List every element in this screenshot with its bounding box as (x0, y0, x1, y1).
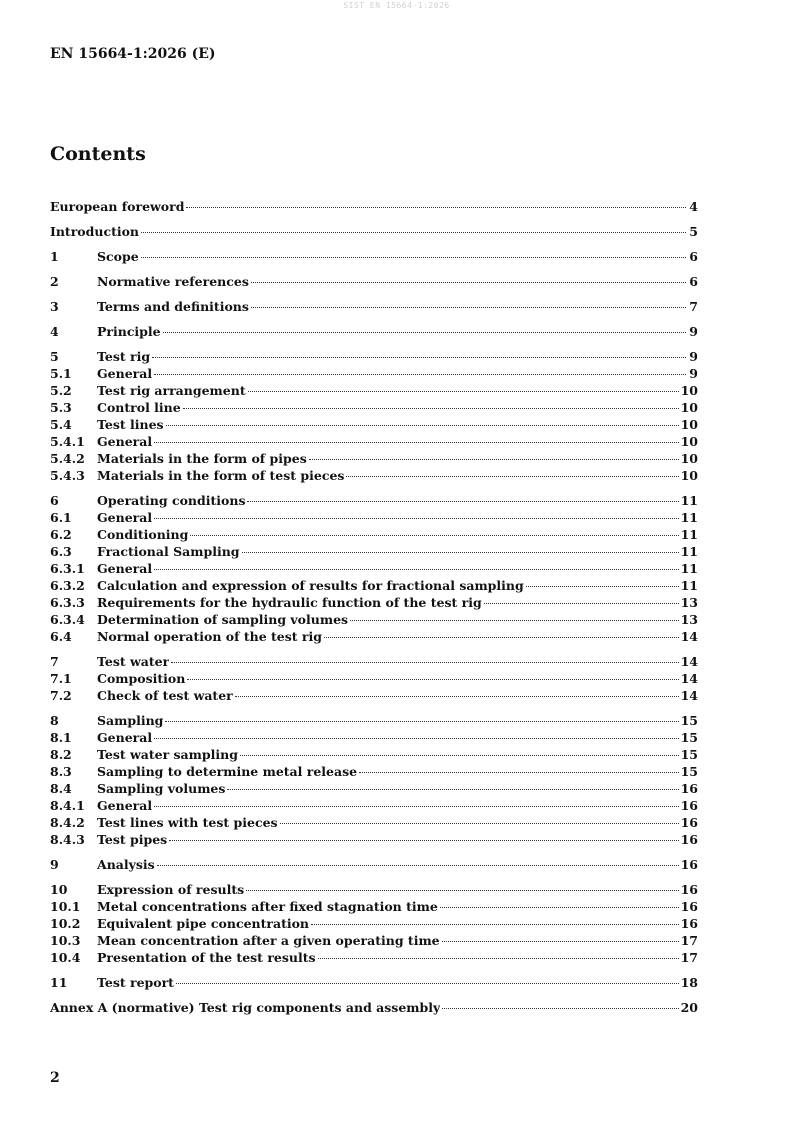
toc-entry-title[interactable]: Normal operation of the test rig (97, 629, 322, 644)
toc-entry-page: 14 (680, 671, 698, 686)
toc-entry-number: 5.4.3 (50, 468, 85, 483)
dot-leader (186, 206, 686, 208)
dot-leader (311, 923, 679, 925)
toc-entry-page: 15 (680, 764, 698, 779)
dot-leader (359, 771, 679, 773)
toc-entry-number: 8.4 (50, 781, 72, 796)
toc-entry-number: 5.1 (50, 366, 72, 381)
toc-entry-title[interactable]: Equivalent pipe concentration (97, 916, 310, 931)
toc-entry-page: 4 (689, 199, 698, 214)
dot-leader (442, 940, 679, 942)
toc-entry[interactable] (50, 509, 698, 526)
toc-entry-title[interactable]: Metal concentrations after fixed stagnation time (97, 899, 438, 914)
dot-leader (350, 619, 679, 621)
page-number: 2 (50, 1070, 60, 1086)
dot-leader (141, 256, 686, 258)
toc-entry[interactable] (50, 797, 698, 814)
toc-entry[interactable] (50, 729, 698, 746)
toc-entry-title[interactable]: General (97, 798, 153, 813)
dot-leader (154, 805, 678, 807)
toc-entry-title[interactable]: Mean concentration after a given operating time (97, 933, 440, 948)
toc-entry[interactable] (50, 915, 698, 932)
toc-entry-page: 9 (689, 349, 698, 364)
toc-entry-number: 6.4 (50, 629, 72, 644)
dot-leader (141, 231, 686, 233)
toc-entry-page: 9 (689, 366, 698, 381)
toc-entry[interactable] (50, 577, 698, 594)
toc-entry-page: 11 (680, 510, 698, 525)
toc-entry-number: 6.3.3 (50, 595, 85, 610)
toc-entry[interactable] (50, 746, 698, 763)
document-id: EN 15664-1:2026 (E) (50, 46, 216, 62)
toc-entry-page: 20 (680, 1000, 698, 1015)
toc-entry-title[interactable]: Test water (97, 654, 170, 669)
toc-entry[interactable] (50, 780, 698, 797)
toc-entry-number: 2 (50, 274, 59, 289)
toc-entry-number: 5 (50, 349, 59, 364)
toc-entry-title[interactable]: Test pipes (97, 832, 168, 847)
toc-entry-page: 16 (680, 916, 698, 931)
toc-entry-number: 6.3.4 (50, 612, 85, 627)
toc-entry-page: 14 (680, 629, 698, 644)
toc-entry[interactable] (50, 814, 698, 831)
toc-entry-number: 8 (50, 713, 59, 728)
toc-entry-number: 1 (50, 249, 59, 264)
dot-leader (190, 534, 678, 536)
toc-entry-number: 11 (50, 975, 68, 990)
dot-leader (346, 475, 678, 477)
toc-entry[interactable] (50, 898, 698, 915)
toc-entry[interactable] (50, 594, 698, 611)
dot-leader (187, 678, 678, 680)
dot-leader (154, 517, 678, 519)
toc-entry-page: 10 (680, 451, 698, 466)
toc-entry-number: 5.3 (50, 400, 72, 415)
toc-entry-title[interactable]: Sampling (97, 713, 164, 728)
toc-entry-title[interactable]: Calculation and expression of results for fractional sampling (97, 578, 524, 593)
toc-entry-title[interactable]: Expression of results (97, 882, 245, 897)
toc-entry[interactable] (50, 198, 698, 215)
toc-entry[interactable] (50, 881, 698, 898)
toc-entry-page: 11 (680, 561, 698, 576)
toc-entry-number: 8.4.1 (50, 798, 85, 813)
dot-leader (165, 720, 678, 722)
toc-entry[interactable] (50, 712, 698, 729)
dot-leader (157, 864, 679, 866)
dot-leader (484, 602, 679, 604)
toc-entry-page: 16 (680, 832, 698, 847)
toc-entry[interactable] (50, 949, 698, 966)
dot-leader (235, 695, 679, 697)
toc-entry-number: 7.2 (50, 688, 72, 703)
dot-leader (246, 889, 678, 891)
toc-entry-number: 6.1 (50, 510, 72, 525)
toc-entry-number: 9 (50, 857, 59, 872)
dot-leader (176, 982, 679, 984)
toc-entry[interactable] (50, 223, 698, 240)
toc-entry[interactable] (50, 433, 698, 450)
toc-entry-number: 7 (50, 654, 59, 669)
toc-entry-page: 13 (680, 612, 698, 627)
dot-leader (154, 737, 678, 739)
dot-leader (227, 788, 678, 790)
dot-leader (152, 356, 686, 358)
toc-entry[interactable] (50, 399, 698, 416)
dot-leader (251, 281, 686, 283)
toc-entry[interactable] (50, 999, 698, 1016)
toc-entry-number: 5.2 (50, 383, 72, 398)
toc-entry[interactable] (50, 670, 698, 687)
toc-entry-page: 16 (680, 899, 698, 914)
toc-entry[interactable] (50, 687, 698, 704)
toc-entry-page: 10 (680, 417, 698, 432)
toc-entry-number: 4 (50, 324, 59, 339)
toc-entry-title[interactable]: Operating conditions (97, 493, 246, 508)
toc-entry-title[interactable]: Terms and definitions (97, 299, 249, 314)
toc-entry-page: 16 (680, 882, 698, 897)
toc-entry-number: 10 (50, 882, 68, 897)
toc-entry-title[interactable]: European foreword (50, 199, 185, 214)
dot-leader (154, 373, 686, 375)
toc-entry[interactable] (50, 560, 698, 577)
toc-entry-title[interactable]: Test report (97, 975, 174, 990)
contents-heading: Contents (50, 143, 146, 165)
toc-entry-page: 15 (680, 713, 698, 728)
table-of-contents (50, 198, 698, 1016)
toc-entry-number: 8.2 (50, 747, 72, 762)
toc-entry-page: 11 (680, 578, 698, 593)
dot-leader (309, 458, 679, 460)
toc-entry-title[interactable]: General (97, 730, 153, 745)
toc-entry-number: 7.1 (50, 671, 72, 686)
toc-entry[interactable] (50, 831, 698, 848)
toc-entry-page: 7 (689, 299, 698, 314)
toc-entry-title[interactable]: Test rig (97, 349, 151, 364)
toc-entry[interactable] (50, 628, 698, 645)
watermark: SIST EN 15664-1:2026 (343, 1, 450, 10)
toc-entry-page: 11 (680, 544, 698, 559)
toc-entry[interactable] (50, 348, 698, 365)
dot-leader (247, 500, 678, 502)
toc-entry-number: 8.3 (50, 764, 72, 779)
dot-leader (183, 407, 679, 409)
toc-entry-title[interactable]: Principle (97, 324, 161, 339)
toc-entry-page: 14 (680, 688, 698, 703)
toc-entry[interactable] (50, 467, 698, 484)
toc-entry-page: 10 (680, 434, 698, 449)
toc-entry-number: 6.3.2 (50, 578, 85, 593)
toc-entry-title[interactable]: Materials in the form of pipes (97, 451, 307, 466)
toc-entry-title[interactable]: Normative references (97, 274, 249, 289)
dot-leader (240, 754, 679, 756)
toc-entry[interactable] (50, 273, 698, 290)
toc-entry-title[interactable]: Sampling volumes (97, 781, 226, 796)
dot-leader (248, 390, 679, 392)
toc-entry[interactable] (50, 974, 698, 991)
toc-entry-number: 10.4 (50, 950, 81, 965)
toc-entry-page: 15 (680, 730, 698, 745)
toc-entry[interactable] (50, 323, 698, 340)
toc-entry-page: 11 (680, 493, 698, 508)
toc-entry-title[interactable]: Test water sampling (97, 747, 238, 762)
toc-entry[interactable] (50, 763, 698, 780)
dot-leader (154, 568, 678, 570)
toc-entry-page: 16 (680, 781, 698, 796)
toc-entry-number: 6.2 (50, 527, 72, 542)
toc-entry-title[interactable]: General (97, 510, 153, 525)
toc-entry-page: 11 (680, 527, 698, 542)
toc-entry[interactable] (50, 611, 698, 628)
toc-entry-number: 8.4.2 (50, 815, 85, 830)
toc-entry-title[interactable]: Determination of sampling volumes (97, 612, 349, 627)
dot-leader (440, 906, 679, 908)
toc-entry-title[interactable]: Introduction (50, 224, 140, 239)
toc-entry-page: 16 (680, 815, 698, 830)
dot-leader (442, 1007, 678, 1009)
toc-entry[interactable] (50, 492, 698, 509)
dot-leader (280, 822, 679, 824)
toc-entry-title[interactable]: Materials in the form of test pieces (97, 468, 345, 483)
toc-entry[interactable] (50, 382, 698, 399)
dot-leader (324, 636, 679, 638)
toc-entry[interactable] (50, 248, 698, 265)
toc-entry-title[interactable]: Conditioning (97, 527, 189, 542)
toc-entry-page: 14 (680, 654, 698, 669)
toc-entry-page: 6 (689, 274, 698, 289)
toc-entry-page: 17 (680, 933, 698, 948)
dot-leader (251, 306, 686, 308)
dot-leader (171, 661, 678, 663)
toc-entry[interactable] (50, 416, 698, 433)
toc-entry-title[interactable]: Test lines with test pieces (97, 815, 278, 830)
toc-entry-number: 5.4.1 (50, 434, 85, 449)
toc-entry-page: 18 (680, 975, 698, 990)
toc-entry[interactable] (50, 298, 698, 315)
toc-entry-number: 3 (50, 299, 59, 314)
toc-entry-number: 10.2 (50, 916, 81, 931)
toc-entry-number: 6.3.1 (50, 561, 85, 576)
toc-entry[interactable] (50, 450, 698, 467)
toc-entry-title[interactable]: Scope (97, 249, 139, 264)
toc-entry-page: 10 (680, 383, 698, 398)
toc-entry-title[interactable]: Check of test water (97, 688, 233, 703)
toc-entry-page: 15 (680, 747, 698, 762)
toc-entry-number: 10.3 (50, 933, 81, 948)
toc-entry-title[interactable]: Test rig arrangement (97, 383, 246, 398)
toc-entry-number: 5.4 (50, 417, 72, 432)
toc-entry-title[interactable]: Annex A (normative) Test rig components and assembly (50, 1000, 441, 1015)
toc-entry-page: 9 (689, 324, 698, 339)
toc-entry-title[interactable]: General (97, 366, 153, 381)
toc-entry[interactable] (50, 856, 698, 873)
toc-entry[interactable] (50, 543, 698, 560)
toc-entry-title[interactable]: Control line (97, 400, 181, 415)
toc-entry-title[interactable]: Presentation of the test results (97, 950, 316, 965)
toc-entry-number: 6.3 (50, 544, 72, 559)
dot-leader (169, 839, 678, 841)
toc-entry-number: 8.4.3 (50, 832, 85, 847)
toc-entry-number: 6 (50, 493, 59, 508)
toc-entry-page: 6 (689, 249, 698, 264)
dot-leader (163, 331, 686, 333)
toc-entry-title[interactable]: Analysis (97, 857, 155, 872)
dot-leader (526, 585, 679, 587)
toc-entry-title[interactable]: Composition (97, 671, 186, 686)
dot-leader (318, 957, 679, 959)
toc-entry-page: 5 (689, 224, 698, 239)
toc-entry[interactable] (50, 526, 698, 543)
toc-entry[interactable] (50, 365, 698, 382)
dot-leader (154, 441, 678, 443)
toc-entry-number: 8.1 (50, 730, 72, 745)
toc-entry-title[interactable]: Sampling to determine metal release (97, 764, 358, 779)
toc-entry-title[interactable]: Fractional Sampling (97, 544, 240, 559)
dot-leader (166, 424, 679, 426)
toc-entry-title[interactable]: General (97, 434, 153, 449)
toc-entry-number: 5.4.2 (50, 451, 85, 466)
toc-entry[interactable] (50, 932, 698, 949)
toc-entry-title[interactable]: General (97, 561, 153, 576)
toc-entry-title[interactable]: Requirements for the hydraulic function of the test rig (97, 595, 482, 610)
toc-entry-page: 10 (680, 400, 698, 415)
dot-leader (242, 551, 679, 553)
toc-entry-title[interactable]: Test lines (97, 417, 164, 432)
toc-entry-page: 16 (680, 798, 698, 813)
toc-entry-number: 10.1 (50, 899, 81, 914)
toc-entry-page: 10 (680, 468, 698, 483)
toc-entry[interactable] (50, 653, 698, 670)
toc-entry-page: 17 (680, 950, 698, 965)
toc-entry-page: 13 (680, 595, 698, 610)
toc-entry-page: 16 (680, 857, 698, 872)
